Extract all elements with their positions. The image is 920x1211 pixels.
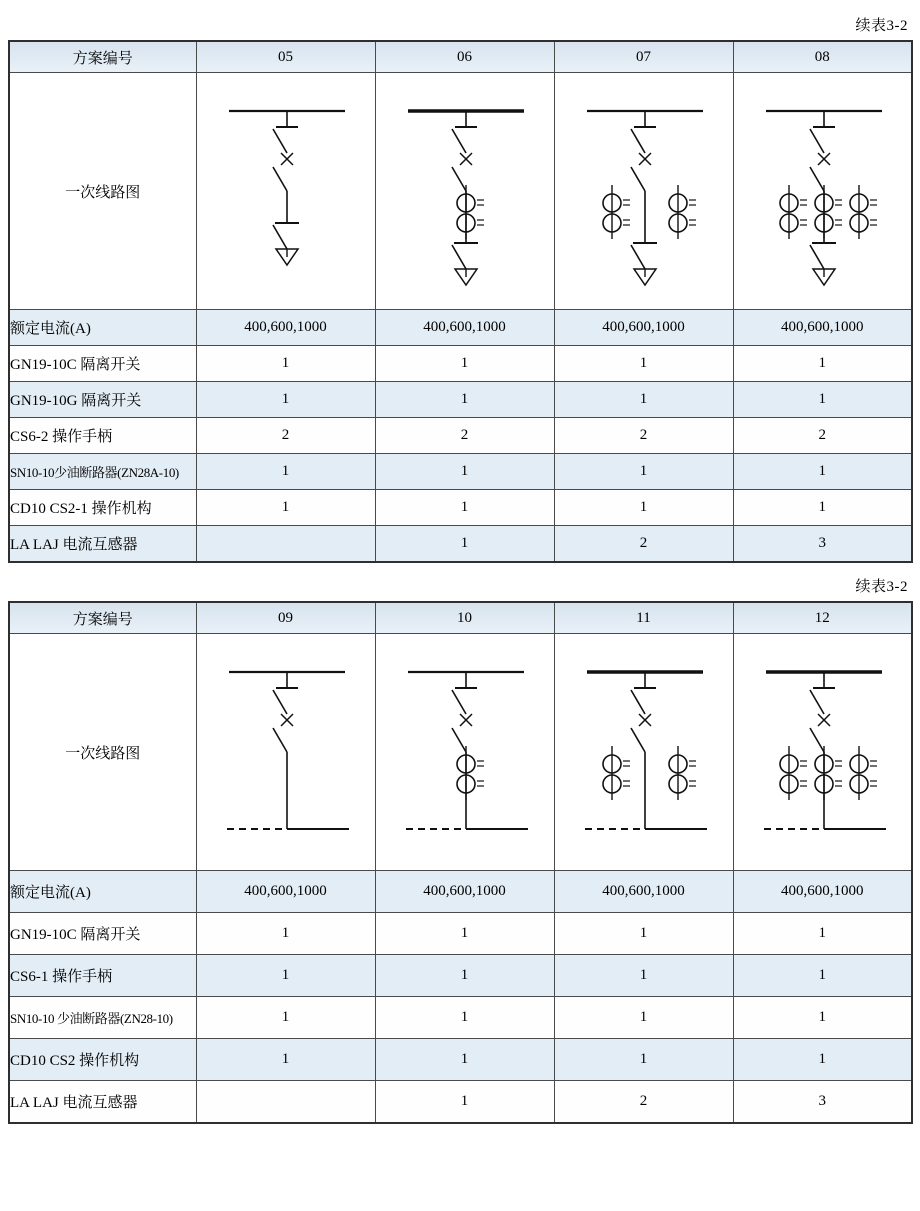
value-cell: 400,600,1000: [554, 310, 733, 346]
spec-row: [9, 526, 912, 563]
diagram-cell-08: [733, 73, 912, 310]
value-cell: 1: [196, 955, 375, 997]
circuit-diagram-svg: [734, 634, 913, 870]
value-cell: 1: [554, 913, 733, 955]
value-cell: 1: [554, 346, 733, 382]
busbar: [408, 672, 524, 688]
spec-row: [9, 1081, 912, 1124]
value-cell: 2: [554, 418, 733, 454]
circuit-diagram-svg: [376, 634, 555, 870]
circuit-diagram-svg: [197, 634, 376, 870]
value-cell: 1: [375, 913, 554, 955]
row-label-cell: SN10-10少油断路器(ZN28A-10): [9, 454, 196, 490]
spec-row: [9, 382, 912, 418]
breaker-x-icon: [281, 714, 293, 726]
diagram-label-cell: 一次线路图: [9, 634, 196, 871]
value-cell: [196, 1081, 375, 1124]
column-header-cell-05: 05: [196, 41, 375, 73]
current-transformer: [780, 746, 807, 800]
value-cell: 1: [733, 382, 912, 418]
disconnect-switch-upper: [810, 690, 824, 714]
column-header-cell-09: 09: [196, 602, 375, 634]
circuit-diagram-svg: [197, 73, 376, 309]
value-cell: [196, 526, 375, 563]
disconnect-switch-lower: [631, 167, 645, 191]
diagram-row: [9, 634, 912, 871]
value-cell: 400,600,1000: [375, 310, 554, 346]
busbar: [766, 672, 882, 688]
table-block: [8, 563, 912, 1124]
value-cell: 1: [375, 526, 554, 563]
row-label-cell: GN19-10C 隔离开关: [9, 346, 196, 382]
value-cell: 1: [196, 454, 375, 490]
value-cell: 1: [733, 997, 912, 1039]
value-cell: 400,600,1000: [196, 871, 375, 913]
disconnect-switch-upper: [631, 129, 645, 153]
disconnect-switch-upper: [452, 129, 466, 153]
row-label-cell: CS6-2 操作手柄: [9, 418, 196, 454]
current-transformer: [850, 185, 877, 239]
row-label-cell: 额定电流(A): [9, 871, 196, 913]
busbar: [229, 111, 345, 127]
column-header-cell-07: 07: [554, 41, 733, 73]
spec-table: [8, 601, 913, 1124]
current-transformer: [780, 185, 807, 239]
table-caption: 续表3-2: [855, 579, 908, 595]
value-cell: 1: [196, 913, 375, 955]
current-transformer: [603, 746, 630, 800]
value-cell: 1: [196, 346, 375, 382]
disconnect-switch-upper: [810, 129, 824, 153]
column-header-cell-11: 11: [554, 602, 733, 634]
circuit-diagram-svg: [376, 73, 555, 309]
spec-row: [9, 454, 912, 490]
row-label-cell: LA LAJ 电流互感器: [9, 1081, 196, 1124]
diagram-cell-11: [554, 634, 733, 871]
value-cell: 1: [375, 454, 554, 490]
spec-row: [9, 490, 912, 526]
column-header-cell-06: 06: [375, 41, 554, 73]
header-row: [9, 41, 912, 73]
spec-row: [9, 310, 912, 346]
breaker-x-icon: [818, 714, 830, 726]
disconnect-switch-lower: [273, 728, 287, 752]
value-cell: 2: [375, 418, 554, 454]
disconnect-switch-lower: [452, 728, 466, 752]
current-transformer: [603, 185, 630, 239]
row-label-cell: LA LAJ 电流互感器: [9, 526, 196, 563]
diagram-cell-09: [196, 634, 375, 871]
value-cell: 400,600,1000: [733, 871, 912, 913]
value-cell: 2: [554, 526, 733, 563]
breaker-x-icon: [460, 714, 472, 726]
value-cell: 1: [554, 955, 733, 997]
breaker-x-icon: [818, 153, 830, 165]
breaker-x-icon: [460, 153, 472, 165]
current-transformer: [457, 746, 484, 800]
value-cell: 1: [375, 346, 554, 382]
current-transformer: [850, 746, 877, 800]
value-cell: 1: [733, 955, 912, 997]
column-header-cell-12: 12: [733, 602, 912, 634]
spec-row: [9, 346, 912, 382]
busbar: [587, 111, 703, 127]
value-cell: 1: [554, 490, 733, 526]
row-label-cell: SN10-10 少油断路器(ZN28-10): [9, 997, 196, 1039]
diagram-label-cell: 一次线路图: [9, 73, 196, 310]
value-cell: 1: [733, 913, 912, 955]
busbar: [408, 111, 524, 127]
disconnect-switch-lower: [631, 728, 645, 752]
value-cell: 1: [733, 1039, 912, 1081]
busbar: [587, 672, 703, 688]
diagram-cell-07: [554, 73, 733, 310]
value-cell: 2: [196, 418, 375, 454]
circuit-diagram-svg: [555, 73, 734, 309]
tables-container: [8, 12, 912, 1124]
value-cell: 1: [733, 454, 912, 490]
value-cell: 1: [375, 490, 554, 526]
value-cell: 2: [554, 1081, 733, 1124]
row-label-cell: CS6-1 操作手柄: [9, 955, 196, 997]
value-cell: 1: [196, 382, 375, 418]
busbar: [766, 111, 882, 127]
row-label-cell: GN19-10G 隔离开关: [9, 382, 196, 418]
disconnect-switch-lower: [452, 167, 466, 191]
current-transformer: [457, 185, 484, 239]
disconnect-switch-lower: [810, 728, 824, 752]
value-cell: 400,600,1000: [375, 871, 554, 913]
outgoing-feeder-arrow: [273, 191, 299, 265]
value-cell: 1: [733, 490, 912, 526]
value-cell: 1: [196, 997, 375, 1039]
header-label-cell: 方案编号: [9, 602, 196, 634]
spec-row: [9, 871, 912, 913]
row-label-cell: CD10 CS2 操作机构: [9, 1039, 196, 1081]
diagram-cell-10: [375, 634, 554, 871]
current-transformer: [815, 185, 842, 239]
outgoing-feeder-arrow: [631, 191, 657, 285]
column-header-cell-08: 08: [733, 41, 912, 73]
circuit-diagram-svg: [555, 634, 734, 870]
value-cell: 1: [554, 454, 733, 490]
table-block: [8, 12, 912, 563]
circuit-diagram-svg: [734, 73, 913, 309]
header-label-cell: 方案编号: [9, 41, 196, 73]
busbar: [229, 672, 345, 688]
spec-row: [9, 997, 912, 1039]
value-cell: 1: [196, 1039, 375, 1081]
disconnect-switch-upper: [631, 690, 645, 714]
row-label-cell: GN19-10C 隔离开关: [9, 913, 196, 955]
current-transformer: [815, 746, 842, 800]
value-cell: 1: [375, 1039, 554, 1081]
disconnect-switch-lower: [810, 167, 824, 191]
spec-row: [9, 955, 912, 997]
value-cell: 2: [733, 418, 912, 454]
disconnect-switch-upper: [273, 129, 287, 153]
value-cell: 400,600,1000: [196, 310, 375, 346]
breaker-x-icon: [639, 714, 651, 726]
row-label-cell: 额定电流(A): [9, 310, 196, 346]
breaker-x-icon: [639, 153, 651, 165]
value-cell: 1: [196, 490, 375, 526]
table-caption: 续表3-2: [855, 18, 908, 34]
header-row: [9, 602, 912, 634]
bus-continuation: [406, 752, 528, 829]
disconnect-switch-lower: [273, 167, 287, 191]
value-cell: 1: [375, 997, 554, 1039]
row-label-cell: CD10 CS2-1 操作机构: [9, 490, 196, 526]
current-transformer: [669, 185, 696, 239]
value-cell: 400,600,1000: [554, 871, 733, 913]
disconnect-switch-upper: [452, 690, 466, 714]
diagram-cell-12: [733, 634, 912, 871]
current-transformer: [669, 746, 696, 800]
spec-row: [9, 418, 912, 454]
value-cell: 1: [733, 346, 912, 382]
diagram-cell-05: [196, 73, 375, 310]
spec-row: [9, 913, 912, 955]
diagram-cell-06: [375, 73, 554, 310]
value-cell: 1: [554, 1039, 733, 1081]
bus-continuation: [227, 752, 349, 829]
value-cell: 1: [375, 1081, 554, 1124]
breaker-x-icon: [281, 153, 293, 165]
column-header-cell-10: 10: [375, 602, 554, 634]
spec-table: [8, 40, 913, 563]
value-cell: 3: [733, 1081, 912, 1124]
diagram-row: [9, 73, 912, 310]
value-cell: 3: [733, 526, 912, 563]
value-cell: 1: [375, 955, 554, 997]
disconnect-switch-upper: [273, 690, 287, 714]
value-cell: 1: [554, 997, 733, 1039]
spec-row: [9, 1039, 912, 1081]
value-cell: 1: [554, 382, 733, 418]
value-cell: 400,600,1000: [733, 310, 912, 346]
value-cell: 1: [375, 382, 554, 418]
